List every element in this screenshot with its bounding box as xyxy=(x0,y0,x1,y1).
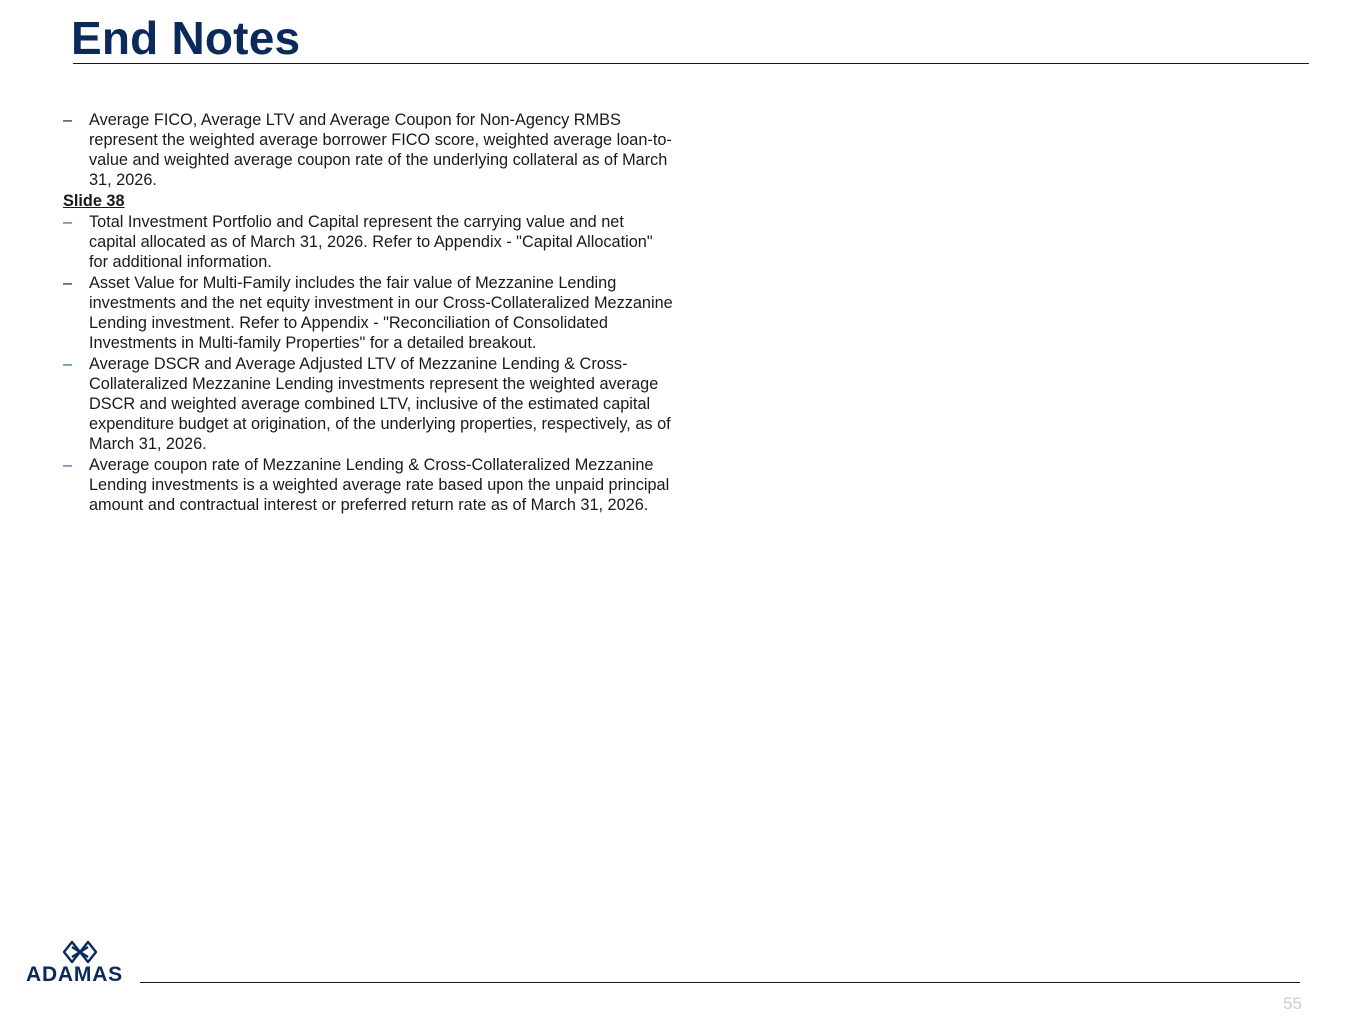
footer-divider xyxy=(140,982,1300,983)
note-item xyxy=(63,455,673,515)
note-item xyxy=(63,273,673,353)
page-title: End Notes xyxy=(71,12,301,64)
note-text: Asset Value for Multi-Family includes the fair value of Mezzanine Lending investments and the net equity investment in our Cross-Collateralized Mezzanine Lending investment. Refer to Appendix - "Reconciliation of Consolidated Investments in Multi-family Properties" for a detailed breakout. xyxy=(89,274,673,352)
note-item xyxy=(63,354,673,454)
adamas-diamond-logo-icon xyxy=(62,938,98,966)
note-item xyxy=(63,110,673,190)
dash-bullet-icon: – xyxy=(63,111,73,129)
page-number: 55 xyxy=(1283,994,1302,1013)
dash-bullet-icon: – xyxy=(63,213,73,231)
dash-bullet-icon: – xyxy=(63,274,73,292)
note-text: Average FICO, Average LTV and Average Coupon for Non-Agency RMBS represent the weighted average borrower FICO score, weighted average loan-to-value and weighted average coupon rate of the underlying collateral as of March 31, 2026. xyxy=(89,111,672,189)
end-notes-list xyxy=(63,110,673,516)
dash-bullet-icon: – xyxy=(63,456,73,474)
note-item xyxy=(63,212,673,272)
section-heading-slide-38: Slide 38 xyxy=(63,192,125,210)
company-logo xyxy=(26,938,136,988)
dash-bullet-icon: – xyxy=(63,355,73,373)
note-text: Total Investment Portfolio and Capital represent the carrying value and net capital allocated as of March 31, 2026. Refer to Appendix - "Capital Allocation" for additional information. xyxy=(89,213,653,271)
logo-wordmark: ADAMAS xyxy=(26,963,123,986)
title-divider xyxy=(73,63,1309,64)
note-text: Average DSCR and Average Adjusted LTV of Mezzanine Lending & Cross-Collateralized Mezzanine Lending investments represent the weighted average DSCR and weighted average combined LTV, inclusive of the estimated capital expenditure budget at origination, of the underlying properties, respectively, as of March 31, 2026. xyxy=(89,355,671,453)
note-text: Average coupon rate of Mezzanine Lending & Cross-Collateralized Mezzanine Lending investments is a weighted average rate based upon the unpaid principal amount and contractual interest or preferred return rate as of March 31, 2026. xyxy=(89,456,670,514)
